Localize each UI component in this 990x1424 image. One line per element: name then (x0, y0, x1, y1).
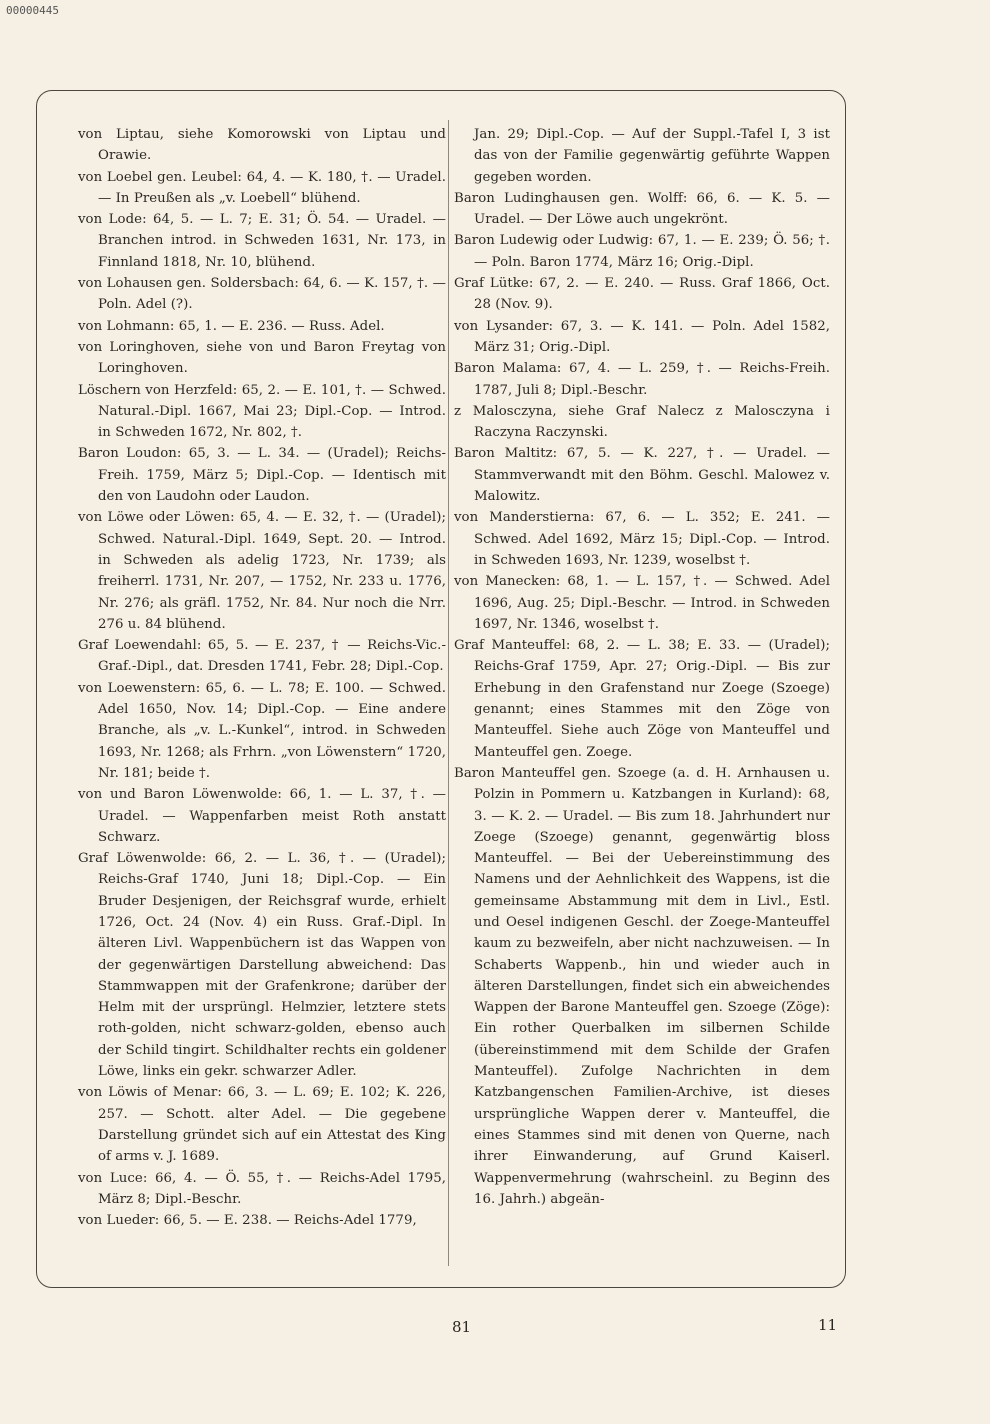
entry-luce: von Luce: 66, 4. — Ö. 55, †. — Reichs-Adel 1795, März 8; Dipl.-Beschr. (78, 1170, 446, 1207)
entry-loewendahl: Graf Loewendahl: 65, 5. — E. 237, † — Reichs-Vic.-Graf.-Dipl., dat. Dresden 1741, Febr. 28; Dipl.-Cop. (78, 638, 446, 675)
entry-lueder-continued: Jan. 29; Dipl.-Cop. — Auf der Suppl.-Tafel I, 3 ist das von der Familie gegenwärtig geführte Wappen gegeben worden. (474, 127, 830, 185)
page-number-left: 81 (452, 1318, 472, 1336)
entry-liptau: von Liptau, siehe Komorowski von Liptau und Orawie. (78, 127, 446, 164)
entry-lohmann: von Lohmann: 65, 1. — E. 236. — Russ. Adel. (78, 318, 385, 334)
entry-lode: von Lode: 64, 5. — L. 7; E. 31; Ö. 54. — Uradel. — Branchen introd. in Schweden 1631, Nr. 173, in Finnland 1818, Nr. 10, blühend. (78, 212, 446, 270)
page-number-right: 11 (818, 1316, 838, 1334)
entry-loewenwolde-graf: Graf Löwenwolde: 66, 2. — L. 36, †. — (Uradel); Reichs-Graf 1740, Juni 18; Dipl.-Cop. — Ein Bruder Desjenigen, der Reichsgraf wurde, erhielt 1726, Oct. 24 (Nov. 4) ein Russ. Graf.-Dipl. In älteren Livl. Wappenbüchern ist das Wappen von der gegenwärtigen Darstellung abweichend: Das Stammwappen mit der Grafenkrone; darüber der Helm mit der ursprüngl. Helmzier, letztere stets roth-golden, nicht schwarz-golden, ebenso auch der Schild tingirt. Schildhalter rechts ein goldener Löwe, links ein gekr. schwarzer Adler. (78, 851, 446, 1080)
entry-loewenwolde-baron: von und Baron Löwenwolde: 66, 1. — L. 37, †. — Uradel. — Wappenfarben meist Roth anstatt Schwarz. (78, 787, 446, 845)
entry-malosczyna: z Malosczyna, siehe Graf Nalecz z Malosczyna i Raczyna Raczynski. (454, 403, 830, 441)
entry-loewe: von Löwe oder Löwen: 65, 4. — E. 32, †. — (Uradel); Schwed. Natural.-Dipl. 1649, Sept. 20. — Introd. in Schweden als adelig 1723, Nr. 1739; als freiherrl. 1731, Nr. 207, — 1752, Nr. 233 u. 1776, Nr. 276; als gräfl. 1752, Nr. 84. Nur noch die Nrr. 276 u. 84 blühend. (78, 510, 446, 632)
scan-id-label: 00000445 (6, 4, 59, 17)
entry-manecken: von Manecken: 68, 1. — L. 157, †. — Schwed. Adel 1696, Aug. 25; Dipl.-Beschr. — Introd. in Schweden 1697, Nr. 1346, woselbst †. (454, 574, 830, 632)
right-column (454, 124, 830, 1210)
entry-loeschern: Löschern von Herzfeld: 65, 2. — E. 101, †. — Schwed. Natural.-Dipl. 1667, Mai 23; Dipl.-Cop. — Introd. in Schweden 1672, Nr. 802, †. (78, 382, 446, 441)
entry-lueder: von Lueder: 66, 5. — E. 238. — Reichs-Adel 1779, (78, 1213, 417, 1229)
column-divider (448, 120, 449, 1266)
entry-ludinghausen: Baron Ludinghausen gen. Wolff: 66, 6. — K. 5. — Uradel. — Der Löwe auch ungekrönt. (454, 190, 830, 228)
entry-loewenstern: von Loewenstern: 65, 6. — L. 78; E. 100. — Schwed. Adel 1650, Nov. 14; Dipl.-Cop. — Eine andere Branche, als „v. L.-Kunkel“, introd. in Schweden 1693, Nr. 1268; als Frhrn. „von Löwenstern“ 1720, Nr. 181; beide †. (78, 680, 446, 781)
entry-maltitz: Baron Maltitz: 67, 5. — K. 227, †. — Uradel. — Stammverwandt mit den Böhm. Geschl. Malowez v. Malowitz. (454, 446, 830, 505)
entry-luetke: Graf Lütke: 67, 2. — E. 240. — Russ. Graf 1866, Oct. 28 (Nov. 9). (454, 276, 830, 313)
entry-manteuffel-graf: Graf Manteuffel: 68, 2. — L. 38; E. 33. — (Uradel); Reichs-Graf 1759, Apr. 27; Orig.-Dipl. — Bis zur Erhebung in den Grafenstand nur Zoege (Szoege) genannt; eines Stammes mit den Zöge von Manteuffel. Siehe auch Zöge von Manteuffel und Manteuffel gen. Zoege. (454, 638, 830, 760)
entry-loebel: von Loebel gen. Leubel: 64, 4. — K. 180, †. — Uradel. — In Preußen als „v. Loebell“ blühend. (78, 169, 446, 206)
entry-ludewig: Baron Ludewig oder Ludwig: 67, 1. — E. 239; Ö. 56; †. — Poln. Baron 1774, März 16; Orig.-Dipl. (454, 233, 830, 270)
entry-loringhoven: von Loringhoven, siehe von und Baron Freytag von Loringhoven. (78, 339, 446, 377)
entry-malama: Baron Malama: 67, 4. — L. 259, †. — Reichs-Freih. 1787, Juli 8; Dipl.-Beschr. (454, 361, 830, 398)
entry-manteuffel-baron: Baron Manteuffel gen. Szoege (a. d. H. Arnhausen u. Polzin in Pommern u. Katzbangen in Kurland): 68, 3. — K. 2. — Uradel. — Bis zum 18. Jahrhundert nur Zoege (Szoege) genannt, gegenwärtig bloss Manteuffel. — Bei der Uebereinstimmung des Namens und der Aehnlichkeit des Wappens, ist die gemeinsame Abstammung mit dem in Livl., Estl. und Oesel indigenen Geschl. der Zoege-Manteuffel kaum zu bezweifeln, aber nicht nachzuweisen. — In Schaberts Wappenb., hin und wieder auch in älteren Darstellungen, findet sich ein abweichendes Wappen der Barone Manteuffel gen. Szoege (Zöge): Ein rother Querbalken im silbernen Schilde (übereinstimmend mit dem Schilde der Grafen Manteuffel). Zufolge Nachrichten in dem Katzbangenschen Familien-Archive, ist dieses ursprüngliche Wappen derer v. Manteuffel, die eines Stammes sind mit denen von Querne, nach ihrer Einwanderung, auf Grund Kaiserl. Wappenvermehrung (wahrscheinl. zu Beginn des 16. Jahrh.) abgeän- (454, 765, 830, 1207)
entry-loudon: Baron Loudon: 65, 3. — L. 34. — (Uradel); Reichs-Freih. 1759, März 5; Dipl.-Cop. — Identisch mit den von Laudohn oder Laudon. (78, 446, 446, 505)
entry-loewis-of-menar: von Löwis of Menar: 66, 3. — L. 69; E. 102; K. 226, 257. — Schott. alter Adel. — Die gegebene Darstellung gründet sich auf ein Attestat des King of arms v. J. 1689. (78, 1085, 446, 1165)
left-column (78, 124, 446, 1231)
entry-lysander: von Lysander: 67, 3. — K. 141. — Poln. Adel 1582, März 31; Orig.-Dipl. (454, 318, 830, 355)
entry-manderstierna: von Manderstierna: 67, 6. — L. 352; E. 241. — Schwed. Adel 1692, März 15; Dipl.-Cop. — Introd. in Schweden 1693, Nr. 1239, woselbst †. (454, 510, 830, 568)
entry-lohausen: von Lohausen gen. Soldersbach: 64, 6. — K. 157, †. — Poln. Adel (?). (78, 276, 446, 313)
